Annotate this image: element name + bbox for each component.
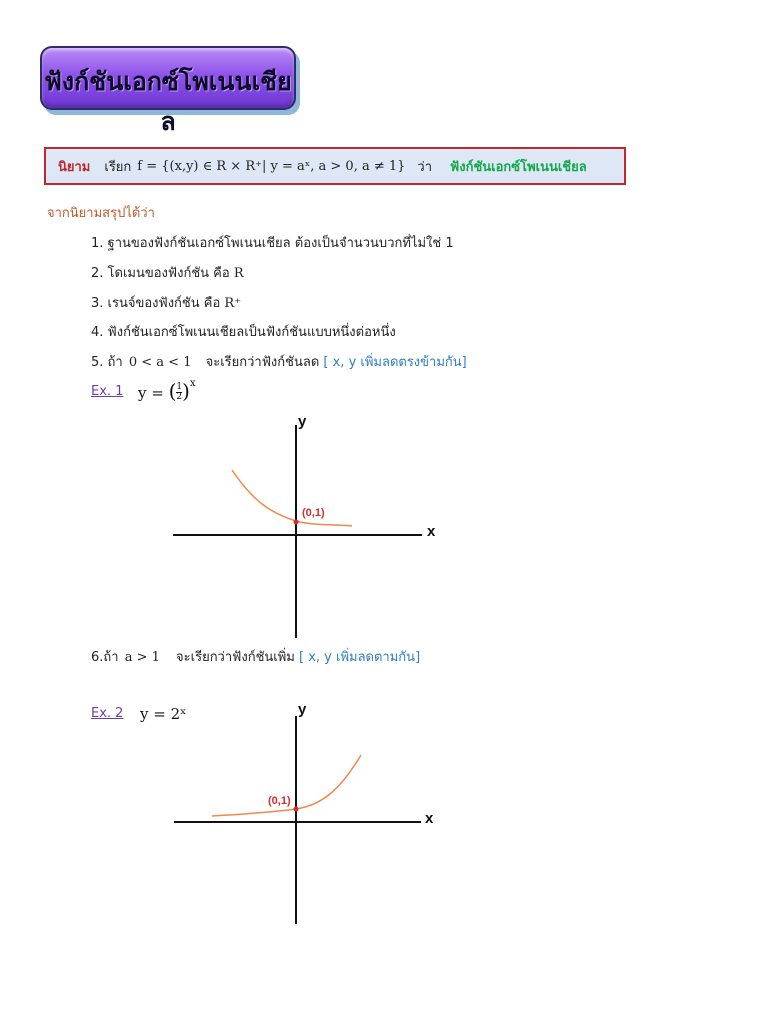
graph-1-point-label: (0,1) xyxy=(302,507,325,519)
example-2-link[interactable]: Ex. 2 xyxy=(91,706,124,721)
item-5-math: 0 < a < 1 xyxy=(128,355,192,370)
ex1-exponent: x xyxy=(189,378,196,389)
list-item-3 xyxy=(91,292,241,313)
item-6-math: a > 1 xyxy=(124,650,160,665)
title-banner xyxy=(40,46,296,136)
example-2-formula: y = 2ˣ xyxy=(140,705,187,723)
definition-term: ฟังก์ชันเอกซ์โพเนนเชียล xyxy=(450,159,587,175)
item-6-note: [ x, y เพิ่มลดตามกัน] xyxy=(299,650,421,665)
graph-2-x-label: x xyxy=(425,810,434,827)
conclusion-heading: จากนิยามสรุปได้ว่า xyxy=(47,206,155,221)
example-1-link[interactable]: Ex. 1 xyxy=(91,384,124,399)
list-item-4: 4. ฟังก์ชันเอกซ์โพเนนเชียลเป็นฟังก์ชันแบบหนึ่งต่อหนึ่ง xyxy=(91,325,396,340)
item-6-prefix: 6.ถ้า xyxy=(91,650,119,665)
definition-say: ว่า xyxy=(417,159,433,175)
graph-1-point xyxy=(294,520,299,525)
graph-1-x-label: x xyxy=(427,523,436,540)
definition-call: เรียก xyxy=(104,159,132,175)
ex1-denominator: 2 xyxy=(176,391,183,402)
item-2-math: R xyxy=(233,266,244,281)
list-item-2 xyxy=(91,262,244,283)
graph-1-curve xyxy=(232,470,352,526)
graph-2-point xyxy=(294,807,299,812)
item-5-prefix: 5. ถ้า xyxy=(91,355,123,370)
graph-2-point-label: (0,1) xyxy=(268,795,291,807)
item-6-text: จะเรียกว่าฟังก์ชันเพิ่ม xyxy=(176,650,295,665)
definition-label: นิยาม xyxy=(58,159,91,175)
definition-math: f = {(x,y) ∈ R × R⁺| y = aˣ, a > 0, a ≠ 1} xyxy=(137,158,406,174)
item-5-note: [ x, y เพิ่มลดตรงข้ามกัน] xyxy=(323,355,467,370)
list-item-5 xyxy=(91,351,467,372)
item-3-text: 3. เรนจ์ของฟังก์ชัน คือ xyxy=(91,296,221,311)
graph-2-y-label: y xyxy=(298,701,307,718)
graph-2-curve xyxy=(212,755,361,816)
graph-1-y-label: y xyxy=(298,413,307,430)
list-item-1: 1. ฐานของฟังก์ชันเอกซ์โพเนนเชียล ต้องเป็นจำนวนบวกที่ไม่ใช่ 1 xyxy=(91,236,454,251)
ex1-lhs: y = xyxy=(138,384,169,402)
item-5-text: จะเรียกว่าฟังก์ชันลด xyxy=(205,355,320,370)
item-3-math: R⁺ xyxy=(224,296,242,311)
list-item-6 xyxy=(91,646,420,667)
definition-box xyxy=(44,147,626,185)
item-2-text: 2. โดเมนของฟังก์ชัน คือ xyxy=(91,266,230,281)
ex1-numerator: 1 xyxy=(176,381,183,392)
example-1-formula: y = ( $\frac{1}{2}$ )$^x$ xyxy=(138,378,196,403)
page-title: ฟังก์ชันเอกซ์โพเนนเชียล xyxy=(44,67,292,136)
